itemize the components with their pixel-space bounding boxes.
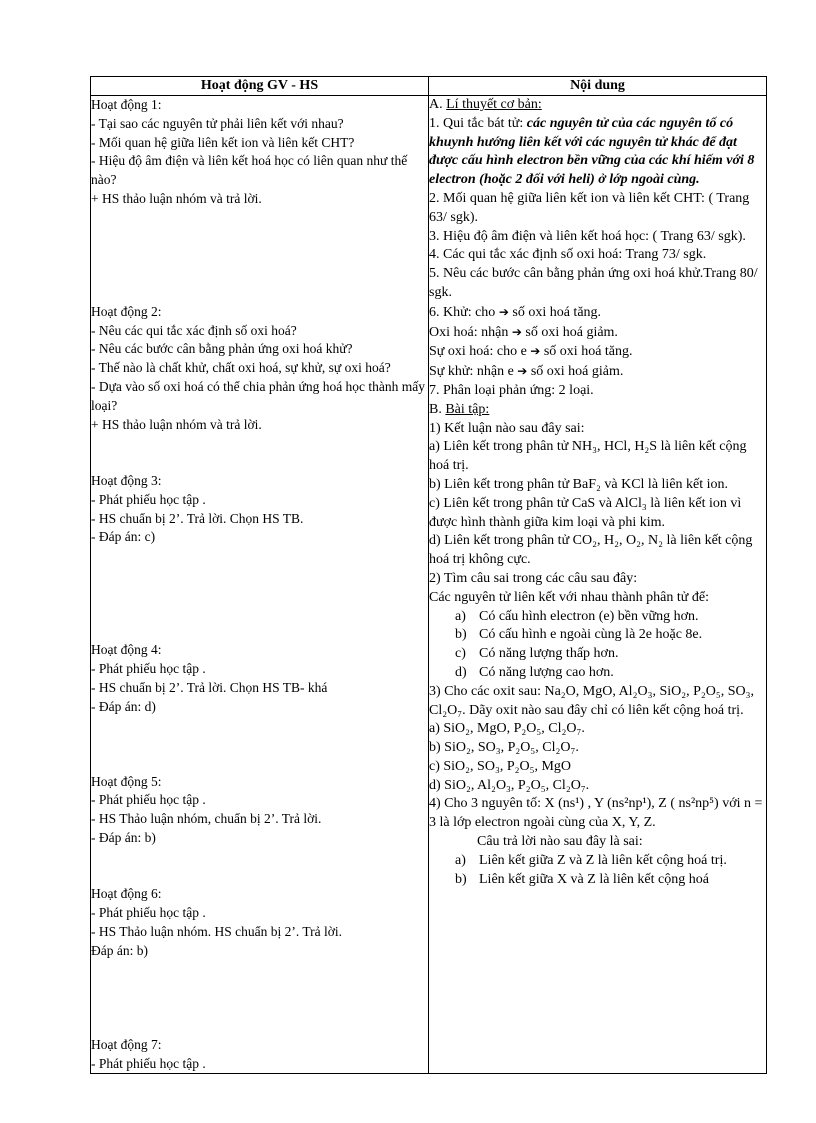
section-b-title: Bài tập: [445,401,490,417]
header-content: Nội dung [429,77,767,96]
activity-title: Hoạt động 5: [91,773,162,789]
activity-line: - Nêu các bước cân bằng phản ứng oxi hoá khử? [91,341,353,357]
question-2-intro: Các nguyên tử liên kết với nhau thành phân tử để: [429,589,709,605]
activity-title: Hoạt động 6: [91,886,162,902]
section-a-title: Lí thuyết cơ bản: [446,97,542,112]
activity-line: - HS chuẩn bị 2’. Trả lời. Chọn HS TB. [91,510,304,526]
theory-item-7: 7. Phân loại phản ứng: 2 loại. [429,382,594,398]
activity-line: - Đáp án: d) [91,698,156,714]
activity-line: + HS thảo luận nhóm và trả lời. [91,190,262,206]
arrow-icon: ➔ [498,304,509,319]
question-3-option-a: a) SiO₂, MgO, P₂O₅, Cl₂O₇. [429,721,585,737]
header-row [91,77,767,96]
activity-line: - HS Thảo luận nhóm. HS chuẩn bị 2’. Trả lời. [91,924,343,940]
activity-line: + HS thảo luận nhóm và trả lời. [91,416,262,432]
content-column [429,96,767,1074]
activity-title: Hoạt động 4: [91,642,162,658]
activity-line: - Phát phiếu học tập . [91,905,206,921]
theory-item-5: 5. Nêu các bước cân bằng phản ứng oxi hoá khử.Trang 80/ sgk. [429,266,758,300]
activity-3 [91,472,428,547]
question-1-option-c: c) Liên kết trong phân tử CaS và AlCl₃ là liên kết ion vì được hình thành giữa kim loại và phi kim. [429,495,742,530]
activity-title: Hoạt động 3: [91,472,162,488]
question-2-option: a) Có cấu hình electron (e) bền vững hơn. [455,608,699,624]
theory-item-3: 3. Hiệu độ âm điện và liên kết hoá học: ( Trang 63/ sgk). [429,228,746,244]
activity-line: - Mối quan hệ giữa liên kết ion và liên kết CHT? [91,134,355,150]
question-3-option-b: b) SiO₂, SO₃, P₂O₅, Cl₂O₇. [429,740,579,756]
question-4-stem: 4) Cho 3 nguyên tố: X (ns¹) , Y (ns²np¹), Z ( ns²np⁵) với n = 3 là lớp electron ngoài cùng của X, Y, Z. [429,796,763,831]
question-2-option: c) Có năng lượng thấp hơn. [455,646,619,662]
activities-column [91,96,429,1074]
oxidant-line: Oxi hoá: nhận ➔ số oxi hoá giảm. [429,324,618,340]
theory-item-4: 4. Các qui tắc xác định số oxi hoá: Trang 73/ sgk. [429,247,707,263]
activity-line: - Đáp án: b) [91,830,156,846]
question-1-option-d: d) Liên kết trong phân tử CO₂, H₂, O₂, N₂ là liên kết cộng hoá trị không cực. [429,533,753,568]
activity-line: Đáp án: b) [91,942,148,958]
question-2-stem: 2) Tìm câu sai trong các câu sau đây: [429,570,638,586]
question-3-option-c: c) SiO₂, SO₃, P₂O₅, MgO [429,758,572,774]
activity-line: - Hiệu độ âm điện và liên kết hoá học có liên quan như thế nào? [91,153,408,188]
theory-item-6: 6. Khử: cho ➔ số oxi hoá tăng. [429,304,602,320]
activity-line: - Thế nào là chất khử, chất oxi hoá, sự khử, sự oxi hoá? [91,360,391,376]
activity-line: - Tại sao các nguyên tử phải liên kết với nhau? [91,115,344,131]
activity-line: - HS Thảo luận nhóm, chuẩn bị 2’. Trả lời. [91,811,322,827]
activity-4 [91,641,428,716]
activity-title: Hoạt động 7: [91,1036,162,1052]
question-1-option-a: a) Liên kết trong phân tử NH₃, HCl, H₂S là liên kết cộng hoá trị. [429,439,747,474]
arrow-icon: ➔ [511,324,522,339]
activity-line: - Nêu các qui tắc xác định số oxi hoá? [91,322,297,338]
question-1-stem: 1) Kết luận nào sau đây sai: [429,420,585,436]
octet-rule: 1. Qui tắc bát tử: các nguyên tử của các nguyên tố có khuynh hướng liên kết với các nguyên tử khác để đạt được cấu hình electron bền vững của các khí hiếm với 8 electron (hoặc 2 đối với heli) ở lớp ngoài cùng. [429,115,755,188]
theory-item-2: 2. Mối quan hệ giữa liên kết ion và liên kết CHT: ( Trang 63/ sgk). [429,190,750,225]
activity-7 [91,1036,428,1074]
activity-2 [91,303,428,435]
activity-6 [91,885,428,960]
arrow-icon: ➔ [517,364,528,379]
question-2-option: b) Có cấu hình e ngoài cùng là 2e hoặc 8e. [455,627,703,643]
activity-title: Hoạt động 2: [91,303,162,319]
reduction-line: Sự khử: nhận e ➔ số oxi hoá giảm. [429,364,624,380]
question-4-option: a) Liên kết giữa Z và Z là liên kết cộng hoá trị. [455,852,727,868]
octet-rule-text: các nguyên tử của các nguyên tố có khuynh hướng liên kết với các nguyên tử khác để đạt được cấu hình electron bền vững của các khí hiếm với 8 electron (hoặc 2 đối với heli) ở lớp ngoài cùng. [429,115,755,188]
arrow-icon: ➔ [530,344,541,359]
section-a-heading: A. Lí thuyết cơ bản: [429,97,542,112]
lesson-table [90,76,767,1074]
question-3-stem: 3) Cho các oxit sau: Na₂O, MgO, Al₂O₃, SiO₂, P₂O₅, SO₃, Cl₂O₇. Dãy oxit nào sau đây chỉ có liên kết cộng hoá trị. [429,683,755,718]
activity-line: - Phát phiếu học tập . [91,792,206,808]
activity-line: - HS chuẩn bị 2’. Trả lời. Chọn HS TB- khá [91,679,328,695]
activity-line: - Đáp án: c) [91,529,156,545]
oxidation-line: Sự oxi hoá: cho e ➔ số oxi hoá tăng. [429,344,633,360]
header-activities: Hoạt động GV - HS [91,77,429,96]
question-3-option-d: d) SiO₂, Al₂O₃, P₂O₅, Cl₂O₇. [429,777,590,793]
activity-line: - Phát phiếu học tập . [91,1055,206,1071]
question-2-option: d) Có năng lượng cao hơn. [455,664,614,680]
section-b-heading: B. Bài tập: [429,401,490,417]
activity-title: Hoạt động 1: [91,97,162,112]
question-4-option: b) Liên kết giữa X và Z là liên kết cộng hoá [455,871,709,887]
activity-line: - Dựa vào số oxi hoá có thể chia phản ứng hoá học thành mấy loại? [91,378,426,413]
question-4-ask: Câu trả lời nào sau đây là sai: [477,834,643,850]
question-1-option-b: b) Liên kết trong phân tử BaF₂ và KCl là liên kết ion. [429,476,729,492]
activity-line: - Phát phiếu học tập . [91,660,206,676]
activity-line: - Phát phiếu học tập . [91,491,206,507]
body-row [91,96,767,1074]
activity-5 [91,773,428,848]
activity-1 [91,96,428,209]
